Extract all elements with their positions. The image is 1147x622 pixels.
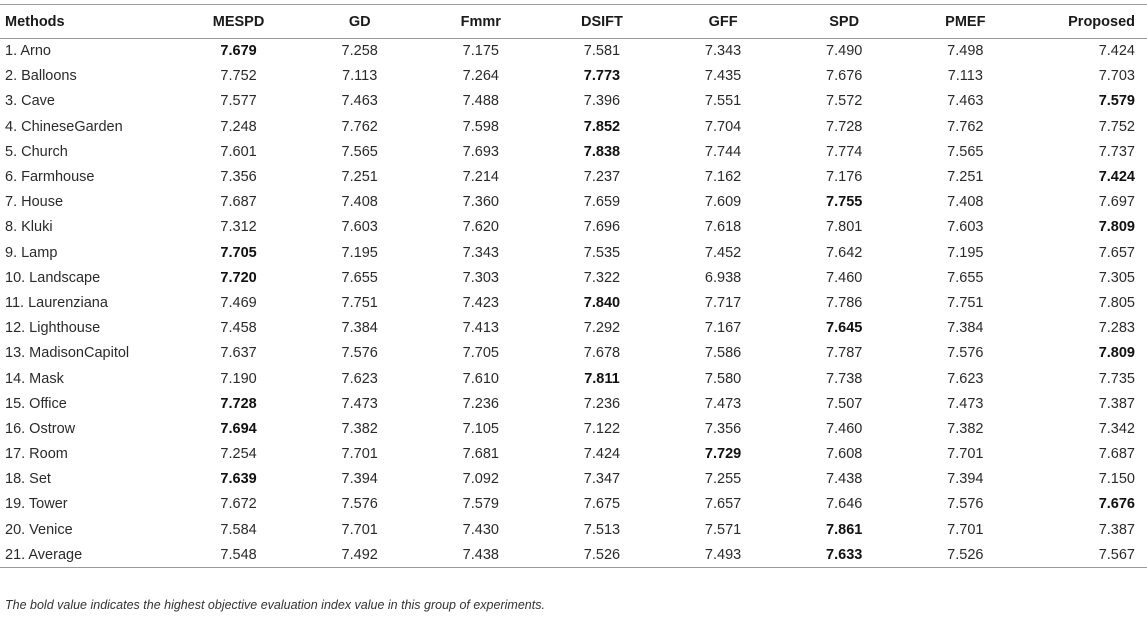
row-method-label: 3. Cave bbox=[5, 93, 55, 110]
table-cell: 7.646 bbox=[826, 496, 863, 513]
table-cell: 7.639 bbox=[220, 471, 257, 488]
table-cell: 7.356 bbox=[220, 169, 257, 186]
table-cell: 7.633 bbox=[784, 542, 905, 567]
header-proposed: Proposed bbox=[1026, 5, 1147, 39]
table-cell: 7.672 bbox=[220, 496, 257, 513]
table-cell: 7.717 bbox=[704, 294, 742, 311]
table-body bbox=[0, 39, 1147, 568]
table-cell: 7.105 bbox=[462, 420, 499, 437]
table-cell: 7.705 bbox=[462, 345, 499, 362]
table-cell: 7.762 bbox=[341, 118, 378, 135]
table-cell: 7.469 bbox=[220, 294, 257, 311]
table-cell: 7.408 bbox=[341, 194, 378, 211]
table-cell: 7.292 bbox=[583, 320, 621, 337]
row-method-label: 8. Kluki bbox=[5, 219, 53, 236]
row-method-label: 11. Laurenziana bbox=[5, 294, 108, 311]
table-row bbox=[0, 190, 1147, 215]
table-cell: 7.384 bbox=[341, 320, 378, 337]
table-cell: 7.678 bbox=[583, 345, 621, 362]
table-cell: 7.360 bbox=[462, 194, 499, 211]
row-method-label: 15. Office bbox=[5, 395, 67, 412]
table-row bbox=[0, 265, 1147, 290]
table-cell: 7.704 bbox=[704, 118, 742, 135]
table-cell: 7.424 bbox=[583, 446, 621, 463]
table-cell: 7.493 bbox=[663, 542, 784, 567]
table-cell: 7.473 bbox=[947, 395, 984, 412]
table-footnote: The bold value indicates the highest objective evaluation index value in this group of experiments. bbox=[5, 598, 545, 612]
table-cell: 7.610 bbox=[462, 370, 499, 387]
header-methods: Methods bbox=[0, 5, 178, 39]
table-cell: 7.576 bbox=[341, 496, 378, 513]
table-cell: 7.122 bbox=[583, 420, 621, 437]
table-cell: 7.343 bbox=[704, 43, 742, 60]
table-cell: 7.645 bbox=[826, 320, 863, 337]
row-method-label: 19. Tower bbox=[5, 496, 68, 513]
table-cell: 7.576 bbox=[947, 345, 984, 362]
table-cell: 7.744 bbox=[704, 143, 742, 160]
table-cell: 7.237 bbox=[583, 169, 621, 186]
table-cell: 7.460 bbox=[826, 269, 863, 286]
table-row bbox=[0, 517, 1147, 542]
table-cell: 7.236 bbox=[462, 395, 499, 412]
row-method-label: 13. MadisonCapitol bbox=[5, 345, 130, 362]
table-cell: 7.752 bbox=[220, 68, 257, 85]
row-method-label: 6. Farmhouse bbox=[5, 169, 95, 186]
table-cell: 7.384 bbox=[947, 320, 984, 337]
row-method-label: 18. Set bbox=[5, 471, 51, 488]
table-row bbox=[0, 39, 1147, 64]
table-cell: 7.681 bbox=[462, 446, 499, 463]
table-cell: 7.167 bbox=[704, 320, 742, 337]
table-row bbox=[0, 290, 1147, 315]
table-row bbox=[0, 467, 1147, 492]
table-cell: 7.642 bbox=[826, 244, 863, 261]
table-cell: 7.623 bbox=[341, 370, 378, 387]
table-cell: 7.852 bbox=[583, 118, 621, 135]
table-cell: 7.737 bbox=[1098, 143, 1135, 160]
table-cell: 7.236 bbox=[583, 395, 621, 412]
table-cell: 7.762 bbox=[947, 118, 984, 135]
row-method-label: 21. Average bbox=[0, 542, 178, 567]
table-cell: 7.703 bbox=[1098, 68, 1135, 85]
row-method-label: 14. Mask bbox=[5, 370, 64, 387]
table-cell: 7.526 bbox=[905, 542, 1026, 567]
table-cell: 7.387 bbox=[1098, 521, 1135, 538]
table-cell: 7.460 bbox=[826, 420, 863, 437]
table-cell: 7.755 bbox=[826, 194, 863, 211]
table-cell: 7.720 bbox=[220, 269, 257, 286]
table-cell: 7.580 bbox=[704, 370, 742, 387]
table-cell: 7.811 bbox=[584, 370, 620, 387]
table-cell: 7.438 bbox=[826, 471, 863, 488]
results-table bbox=[0, 4, 1147, 568]
table-cell: 7.603 bbox=[341, 219, 378, 236]
table-row bbox=[0, 366, 1147, 391]
table-cell: 7.696 bbox=[583, 219, 621, 236]
results-table-container bbox=[0, 4, 1147, 568]
table-row bbox=[0, 442, 1147, 467]
table-cell: 7.162 bbox=[704, 169, 742, 186]
table-row bbox=[0, 416, 1147, 441]
table-cell: 7.176 bbox=[826, 169, 863, 186]
table-row bbox=[0, 89, 1147, 114]
table-cell: 7.113 bbox=[342, 68, 378, 85]
row-method-label: 1. Arno bbox=[5, 43, 51, 60]
table-cell: 7.581 bbox=[583, 43, 621, 60]
table-cell: 7.413 bbox=[462, 320, 499, 337]
table-cell: 7.786 bbox=[826, 294, 863, 311]
table-cell: 7.408 bbox=[947, 194, 984, 211]
table-cell: 7.473 bbox=[704, 395, 742, 412]
table-cell: 7.676 bbox=[826, 68, 863, 85]
table-cell: 7.526 bbox=[541, 542, 662, 567]
table-cell: 7.655 bbox=[341, 269, 378, 286]
table-cell: 7.697 bbox=[1098, 194, 1135, 211]
table-cell: 7.608 bbox=[826, 446, 863, 463]
table-cell: 7.701 bbox=[947, 521, 984, 538]
table-cell: 7.787 bbox=[826, 345, 863, 362]
table-cell: 7.657 bbox=[704, 496, 742, 513]
table-cell: 7.463 bbox=[341, 93, 378, 110]
table-cell: 7.572 bbox=[826, 93, 863, 110]
table-row bbox=[0, 492, 1147, 517]
table-cell: 7.343 bbox=[462, 244, 499, 261]
table-cell: 7.488 bbox=[462, 93, 499, 110]
table-cell: 7.567 bbox=[1026, 542, 1147, 567]
row-method-label: 7. House bbox=[5, 194, 64, 211]
table-cell: 7.603 bbox=[947, 219, 984, 236]
table-cell: 7.255 bbox=[704, 471, 742, 488]
header-mespd: MESPD bbox=[178, 5, 299, 39]
row-method-label: 5. Church bbox=[5, 143, 68, 160]
row-method-label: 17. Room bbox=[5, 446, 68, 463]
table-cell: 7.584 bbox=[220, 521, 257, 538]
header-gd: GD bbox=[299, 5, 420, 39]
row-method-label: 9. Lamp bbox=[5, 244, 58, 261]
table-cell: 7.565 bbox=[947, 143, 984, 160]
table-cell: 7.424 bbox=[1098, 43, 1135, 60]
table-cell: 7.687 bbox=[1098, 446, 1135, 463]
table-cell: 7.579 bbox=[462, 496, 499, 513]
table-cell: 7.773 bbox=[583, 68, 621, 85]
table-cell: 7.490 bbox=[826, 43, 863, 60]
row-method-label: 2. Balloons bbox=[5, 68, 77, 85]
table-cell: 7.657 bbox=[1098, 244, 1135, 261]
table-cell: 7.729 bbox=[704, 446, 742, 463]
table-cell: 7.513 bbox=[583, 521, 621, 538]
table-cell: 7.190 bbox=[220, 370, 257, 387]
table-cell: 7.435 bbox=[704, 68, 742, 85]
table-row bbox=[0, 164, 1147, 189]
table-cell: 7.258 bbox=[341, 43, 378, 60]
table-row bbox=[0, 542, 1147, 567]
table-cell: 7.738 bbox=[826, 370, 863, 387]
table-cell: 7.458 bbox=[220, 320, 257, 337]
table-cell: 7.394 bbox=[947, 471, 984, 488]
table-cell: 7.579 bbox=[1098, 93, 1135, 110]
table-cell: 6.938 bbox=[704, 269, 742, 286]
table-cell: 7.728 bbox=[220, 395, 257, 412]
table-cell: 7.637 bbox=[220, 345, 257, 362]
table-cell: 7.535 bbox=[583, 244, 621, 261]
header-pmef: PMEF bbox=[905, 5, 1026, 39]
table-header-row bbox=[0, 5, 1147, 39]
table-cell: 7.809 bbox=[1098, 219, 1135, 236]
table-cell: 7.092 bbox=[462, 471, 499, 488]
table-cell: 7.342 bbox=[1098, 420, 1135, 437]
table-cell: 7.701 bbox=[947, 446, 984, 463]
table-cell: 7.452 bbox=[704, 244, 742, 261]
table-cell: 7.382 bbox=[341, 420, 378, 437]
table-cell: 7.565 bbox=[341, 143, 378, 160]
table-cell: 7.548 bbox=[178, 542, 299, 567]
table-cell: 7.601 bbox=[220, 143, 257, 160]
table-cell: 7.609 bbox=[704, 194, 742, 211]
table-cell: 7.424 bbox=[1098, 169, 1135, 186]
table-cell: 7.254 bbox=[220, 446, 257, 463]
table-cell: 7.675 bbox=[583, 496, 621, 513]
table-row bbox=[0, 316, 1147, 341]
table-cell: 7.705 bbox=[220, 244, 257, 261]
table-row bbox=[0, 139, 1147, 164]
table-cell: 7.248 bbox=[220, 118, 257, 135]
table-cell: 7.214 bbox=[462, 169, 499, 186]
header-fmmr: Fmmr bbox=[420, 5, 541, 39]
table-cell: 7.251 bbox=[947, 169, 984, 186]
table-cell: 7.312 bbox=[220, 219, 257, 236]
table-cell: 7.805 bbox=[1098, 294, 1135, 311]
table-cell: 7.840 bbox=[583, 294, 621, 311]
table-cell: 7.618 bbox=[704, 219, 742, 236]
table-cell: 7.861 bbox=[826, 521, 863, 538]
table-cell: 7.430 bbox=[462, 521, 499, 538]
table-cell: 7.283 bbox=[1098, 320, 1135, 337]
table-cell: 7.492 bbox=[299, 542, 420, 567]
table-row bbox=[0, 114, 1147, 139]
table-cell: 7.620 bbox=[462, 219, 499, 236]
table-cell: 7.251 bbox=[341, 169, 378, 186]
table-cell: 7.838 bbox=[583, 143, 621, 160]
table-cell: 7.728 bbox=[826, 118, 863, 135]
table-cell: 7.551 bbox=[704, 93, 742, 110]
table-cell: 7.701 bbox=[341, 446, 378, 463]
table-cell: 7.473 bbox=[341, 395, 378, 412]
table-row bbox=[0, 64, 1147, 89]
table-row bbox=[0, 215, 1147, 240]
row-method-label: 16. Ostrow bbox=[5, 420, 76, 437]
table-cell: 7.655 bbox=[947, 269, 984, 286]
table-cell: 7.571 bbox=[704, 521, 742, 538]
table-row bbox=[0, 391, 1147, 416]
table-cell: 7.113 bbox=[947, 68, 983, 85]
table-cell: 7.577 bbox=[220, 93, 257, 110]
row-method-label: 20. Venice bbox=[5, 521, 73, 538]
table-cell: 7.305 bbox=[1098, 269, 1135, 286]
table-cell: 7.576 bbox=[947, 496, 984, 513]
table-cell: 7.195 bbox=[341, 244, 378, 261]
row-method-label: 4. ChineseGarden bbox=[5, 118, 123, 135]
table-cell: 7.752 bbox=[1098, 118, 1135, 135]
table-cell: 7.423 bbox=[462, 294, 499, 311]
table-cell: 7.687 bbox=[220, 194, 257, 211]
table-cell: 7.507 bbox=[826, 395, 863, 412]
table-cell: 7.623 bbox=[947, 370, 984, 387]
table-cell: 7.264 bbox=[462, 68, 499, 85]
table-cell: 7.809 bbox=[1098, 345, 1135, 362]
table-row bbox=[0, 240, 1147, 265]
table-cell: 7.576 bbox=[341, 345, 378, 362]
table-cell: 7.801 bbox=[826, 219, 863, 236]
table-cell: 7.598 bbox=[462, 118, 499, 135]
table-cell: 7.463 bbox=[947, 93, 984, 110]
table-cell: 7.387 bbox=[1098, 395, 1135, 412]
table-cell: 7.735 bbox=[1098, 370, 1135, 387]
table-cell: 7.774 bbox=[826, 143, 863, 160]
table-cell: 7.150 bbox=[1098, 471, 1135, 488]
table-cell: 7.175 bbox=[462, 43, 499, 60]
table-cell: 7.303 bbox=[462, 269, 499, 286]
table-cell: 7.701 bbox=[341, 521, 378, 538]
table-cell: 7.694 bbox=[220, 420, 257, 437]
table-cell: 7.382 bbox=[947, 420, 984, 437]
table-cell: 7.322 bbox=[583, 269, 621, 286]
table-cell: 7.693 bbox=[462, 143, 499, 160]
header-gff: GFF bbox=[663, 5, 784, 39]
table-cell: 7.676 bbox=[1098, 496, 1135, 513]
header-spd: SPD bbox=[784, 5, 905, 39]
table-cell: 7.679 bbox=[220, 43, 257, 60]
table-cell: 7.347 bbox=[583, 471, 621, 488]
table-cell: 7.586 bbox=[704, 345, 742, 362]
table-cell: 7.394 bbox=[341, 471, 378, 488]
table-cell: 7.396 bbox=[583, 93, 621, 110]
table-cell: 7.751 bbox=[341, 294, 378, 311]
table-row bbox=[0, 341, 1147, 366]
table-cell: 7.195 bbox=[947, 244, 984, 261]
table-cell: 7.356 bbox=[704, 420, 742, 437]
table-cell: 7.659 bbox=[583, 194, 621, 211]
row-method-label: 10. Landscape bbox=[5, 269, 101, 286]
table-cell: 7.438 bbox=[420, 542, 541, 567]
row-method-label: 12. Lighthouse bbox=[5, 320, 101, 337]
table-cell: 7.751 bbox=[947, 294, 984, 311]
table-cell: 7.498 bbox=[947, 43, 984, 60]
header-dsift: DSIFT bbox=[541, 5, 662, 39]
